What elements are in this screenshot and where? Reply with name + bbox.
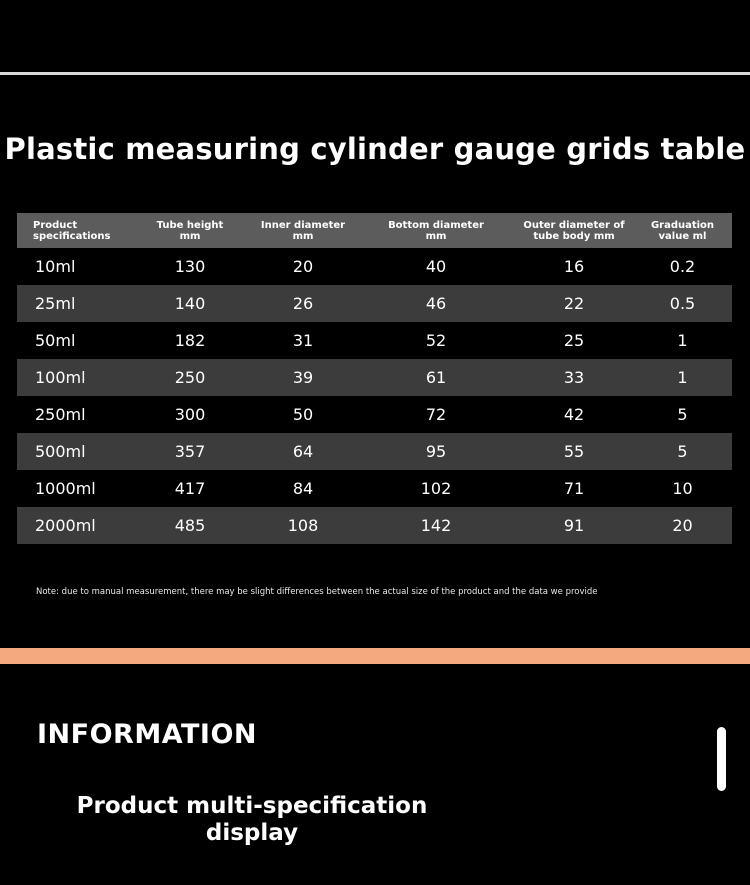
cell-bottom-diameter: 102	[420, 479, 452, 498]
cell-graduation: 0.2	[669, 257, 696, 276]
cell-inner-diameter: 50	[292, 405, 314, 424]
header-inner-diameter: Inner diameter mm	[249, 213, 357, 248]
header-bottom-diameter: Bottom diameter mm	[357, 213, 515, 248]
cell-graduation: 1	[633, 359, 732, 396]
table-row	[17, 507, 732, 544]
cell-outer-diameter: 55	[515, 433, 633, 470]
cell-outer-diameter: 42	[563, 405, 585, 424]
table-row	[17, 470, 732, 507]
cell-graduation: 0.5	[633, 285, 732, 322]
cell-bottom-diameter: 40	[425, 257, 447, 276]
cell-tube-height: 300	[174, 405, 206, 424]
cell-outer-diameter: 33	[515, 359, 633, 396]
cell-spec: 500ml	[17, 433, 131, 470]
table-row	[17, 322, 732, 359]
cell-tube-height: 357	[131, 433, 249, 470]
cell-inner-diameter: 20	[292, 257, 314, 276]
cell-graduation: 1	[677, 331, 688, 350]
cell-tube-height: 485	[131, 507, 249, 544]
cell-outer-diameter: 22	[515, 285, 633, 322]
cell-bottom-diameter: 72	[425, 405, 447, 424]
gauge-grids-table	[17, 213, 732, 544]
cell-graduation: 5	[677, 405, 688, 424]
header-product-specifications: Product specifications	[17, 213, 131, 248]
cell-outer-diameter: 25	[563, 331, 585, 350]
cell-tube-height: 417	[174, 479, 206, 498]
section-subtitle	[62, 793, 442, 847]
cell-inner-diameter: 31	[292, 331, 314, 350]
cell-inner-diameter: 39	[249, 359, 357, 396]
header-tube-height: Tube height mm	[131, 213, 249, 248]
cell-graduation: 10	[672, 479, 693, 498]
header-outer-diameter: Outer diameter of tube body mm	[515, 213, 633, 248]
accent-bar	[0, 648, 750, 664]
table-row	[17, 359, 732, 396]
cell-inner-diameter: 26	[249, 285, 357, 322]
table-row	[17, 248, 732, 285]
cell-outer-diameter: 71	[563, 479, 585, 498]
information-heading: INFORMATION	[37, 719, 258, 750]
cell-bottom-diameter: 52	[425, 331, 447, 350]
cell-bottom-diameter: 61	[357, 359, 515, 396]
cell-tube-height: 140	[131, 285, 249, 322]
cell-spec: 25ml	[17, 285, 131, 322]
cell-outer-diameter: 16	[563, 257, 585, 276]
cell-spec: 50ml	[35, 331, 76, 350]
cell-spec: 10ml	[35, 257, 76, 276]
subtitle-line-1: Product multi-specification	[76, 793, 428, 819]
cell-graduation: 20	[633, 507, 732, 544]
cell-bottom-diameter: 142	[357, 507, 515, 544]
cell-tube-height: 182	[174, 331, 206, 350]
cell-graduation: 5	[633, 433, 732, 470]
page-title: Plastic measuring cylinder gauge grids table	[4, 132, 746, 166]
table-row	[17, 433, 732, 470]
table-row	[17, 285, 732, 322]
table-row	[17, 396, 732, 433]
cell-tube-height: 250	[131, 359, 249, 396]
cell-inner-diameter: 108	[249, 507, 357, 544]
cell-outer-diameter: 91	[515, 507, 633, 544]
cell-spec: 2000ml	[17, 507, 131, 544]
subtitle-line-2: display	[205, 820, 299, 846]
cell-inner-diameter: 64	[249, 433, 357, 470]
cell-inner-diameter: 84	[292, 479, 314, 498]
cell-bottom-diameter: 46	[357, 285, 515, 322]
measurement-note: Note: due to manual measurement, there may be slight differences between the actual size of the product and the data we provide	[36, 587, 598, 597]
header-graduation-value: Graduation value ml	[633, 213, 732, 248]
cell-spec: 250ml	[35, 405, 86, 424]
cell-spec: 100ml	[17, 359, 131, 396]
scroll-indicator[interactable]	[717, 727, 726, 791]
cell-bottom-diameter: 95	[357, 433, 515, 470]
table-header-row	[17, 213, 732, 248]
cell-tube-height: 130	[174, 257, 206, 276]
cell-spec: 1000ml	[35, 479, 96, 498]
top-divider	[0, 72, 750, 75]
